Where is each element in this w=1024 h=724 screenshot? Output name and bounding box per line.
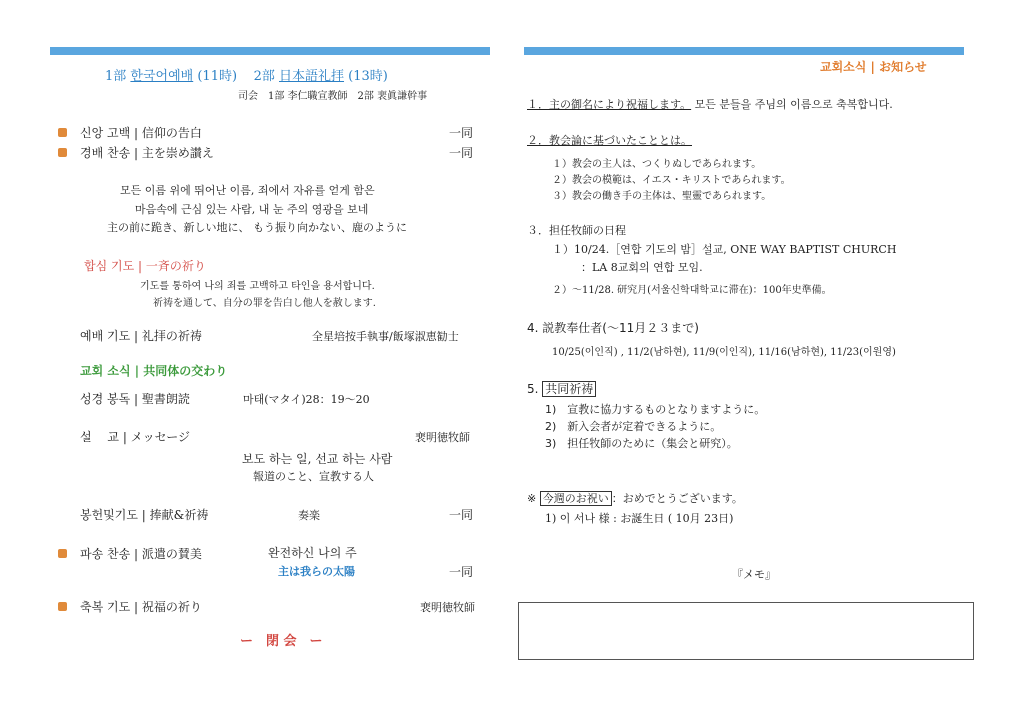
item3-line-3: ２）～11/28. 研究月(서울신학대학교に滞在)：100年史準備。 [552, 285, 832, 296]
left-header-bar [50, 47, 490, 55]
bullet-icon [58, 128, 67, 137]
sermon-who: 裵明徳牧師 [415, 431, 470, 444]
celebration-rest: ：おめでとうございます。 [611, 492, 743, 505]
offering-who: 一同 [449, 508, 474, 522]
church-news-label: 교회 소식 | 共同体の交わり [80, 364, 228, 378]
item1-head: １．主の御名により祝福します。 [527, 98, 692, 111]
right-header-bar [524, 47, 964, 55]
service-times [105, 65, 388, 84]
blessing-label: 축복 기도 | 祝福の祈り [80, 600, 202, 614]
part2-name: 日本語礼拝 [279, 69, 345, 84]
celebration-head-line [527, 490, 743, 506]
worship-prayer-label: 예배 기도 | 礼拝の祈祷 [80, 329, 202, 343]
item5 [527, 380, 596, 397]
creed-who: 一同 [449, 126, 474, 140]
celebration-head: 今週のお祝い [540, 491, 612, 506]
sending-song-ko: 완전하신 나의 주 [268, 546, 357, 560]
item2-line-2: ２）教会の模範は、イエス・キリストであられます。 [552, 175, 791, 186]
item4-line: 10/25(이인직) , 11/2(남하현), 11/9(이인직), 11/16(남하현), 11/23(이원영) [552, 347, 896, 358]
sermon-title-ko: 보도 하는 일, 선교 하는 사람 [242, 452, 393, 466]
item3-line-2: ：LA 8교회의 연합 모임. [570, 261, 703, 274]
song-line-2: 마음속에 근심 있는 사람, 내 눈 주의 영광을 보네 [135, 203, 369, 216]
offering-label: 봉헌및기도 | 捧献&祈祷 [80, 508, 209, 522]
part1-time: (11時) [197, 69, 238, 84]
part2-time: (13時) [348, 69, 388, 84]
song-line-3: 主の前に跪き、新しい地に、 もう振り向かない、鹿のように [107, 221, 408, 234]
item5-number: 5. [527, 382, 539, 396]
item5-line-1: 1) 宣教に協力するものとなりますように。 [545, 403, 766, 416]
sermon-title-ja: 報道のこと、宣教する人 [253, 470, 374, 483]
celebration-line: 1) 이 서나 様 : お誕生日 ( 10月 23日) [545, 512, 734, 525]
unison-prayer-line-2: 祈祷を通して、自分の罪を告白し他人を赦します. [153, 298, 376, 309]
sermon-label: 설 교 | メッセージ [80, 430, 190, 444]
closing: ー 閉 会 ー [240, 634, 323, 649]
worship-prayer-who: 全星培按手執事/飯塚淑恵勧士 [312, 330, 459, 343]
memo-box[interactable] [518, 602, 974, 660]
memo-label: 『メモ』 [732, 568, 776, 581]
item3-line-1: １）10/24.［연합 기도의 밤］설교, ONE WAY BAPTIST CHURCH [552, 243, 897, 256]
item2-head: ２．教会論に基づいたこととは。 [527, 134, 692, 147]
sending-song-ja: 主は我らの太陽 [278, 565, 355, 578]
item1-rest: 모든 분들을 주님의 이름으로 축복합니다. [694, 98, 893, 111]
unison-prayer-label: 합심 기도 | 一斉の祈り [84, 259, 206, 273]
creed-label: 신앙 고백 | 信仰の告白 [80, 126, 202, 140]
item1 [527, 96, 893, 112]
part1-name: 한국어예배 [130, 69, 194, 84]
item5-line-3: 3) 担任牧師のために（集会と研究）。 [545, 437, 738, 450]
item4-head: 4. 説教奉仕者(～11月２３まで) [527, 321, 699, 335]
celebration-mark: ※ [527, 492, 537, 505]
part1-number: 1部 [105, 69, 127, 84]
item5-head: 共同祈祷 [542, 381, 596, 397]
item5-line-2: 2) 新入会者が定着できるように。 [545, 420, 722, 433]
bullet-icon [58, 602, 67, 611]
part2-number: 2部 [253, 69, 275, 84]
praise-label: 경배 찬송 | 主を崇め讃え [80, 146, 214, 160]
song-line-1: 모든 이름 위에 뛰어난 이름, 죄에서 자유를 얻게 함은 [120, 184, 375, 197]
bullet-icon [58, 549, 67, 558]
sending-label: 파송 찬송 | 派遣の賛美 [80, 547, 202, 561]
sending-who: 一同 [449, 565, 474, 579]
host-line: 司会 1部 李仁職宣教師 2部 裵眞謙幹事 [238, 91, 428, 102]
news-title: 교회소식 | お知らせ [820, 60, 927, 74]
item2-line-1: １）教会の主人は、つくりぬしであられます。 [552, 159, 762, 170]
scripture-label: 성경 봉독 | 聖書朗読 [80, 392, 190, 406]
item3-head: ３．担任牧師の日程 [527, 224, 626, 237]
unison-prayer-line-1: 기도를 통하여 나의 죄를 고백하고 타인을 용서합니다. [140, 281, 375, 292]
praise-who: 一同 [449, 146, 474, 160]
offering-music: 奏楽 [298, 509, 320, 522]
scripture-ref: 마태(マタイ)28：19～20 [243, 393, 370, 406]
item2-line-3: ３）教会の働き手の主体は、聖靈であられます。 [552, 191, 772, 202]
bullet-icon [58, 148, 67, 157]
blessing-who: 裵明徳牧師 [420, 601, 475, 614]
